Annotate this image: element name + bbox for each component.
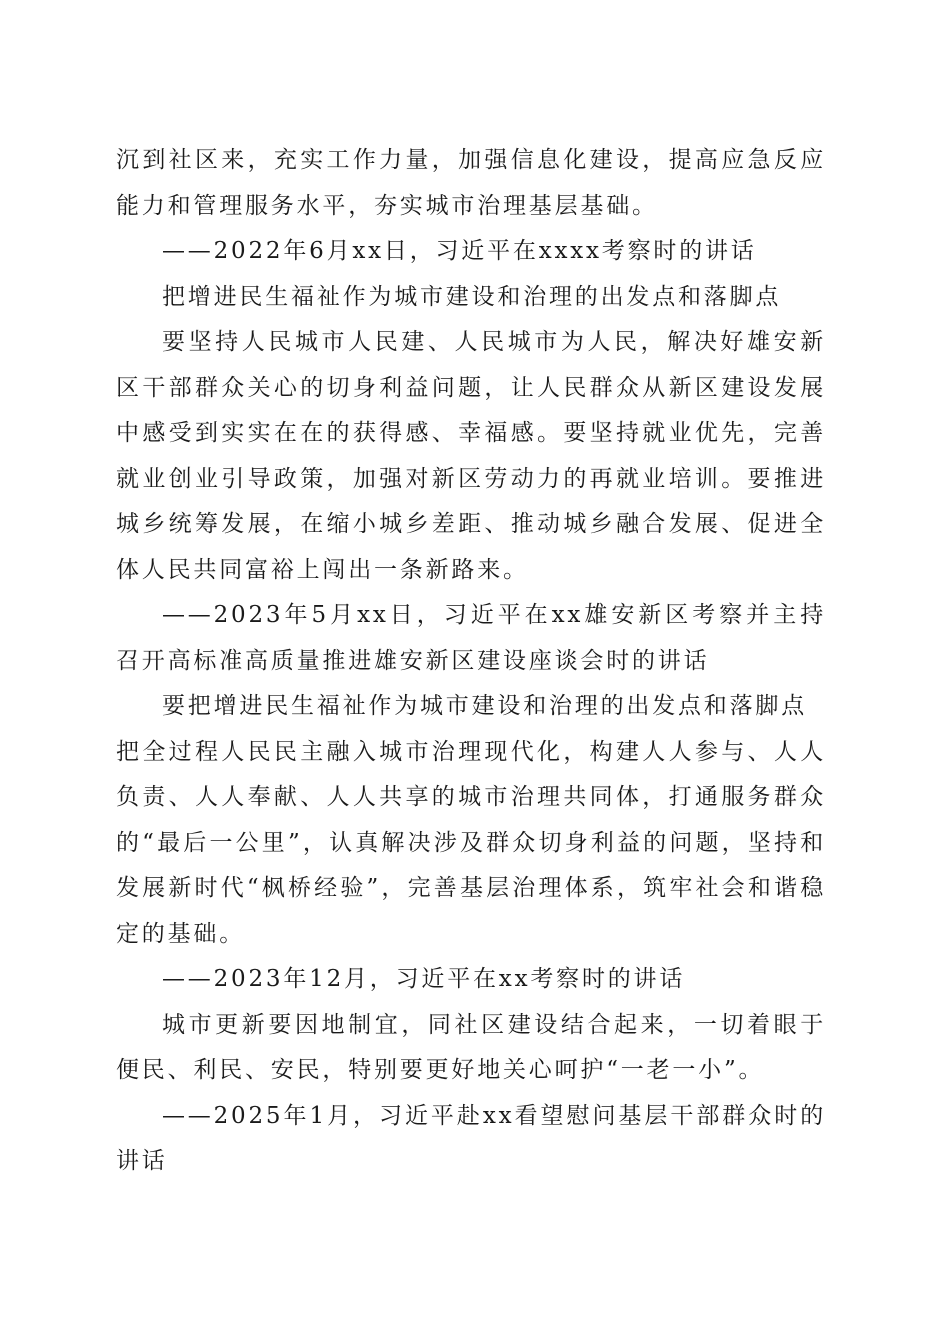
section-heading: 把增进民生福祉作为城市建设和治理的出发点和落脚点	[162, 283, 782, 310]
quote-source: ——2025年1月，习近平赴xx看望慰问基层干部群众时的讲话	[116, 1102, 826, 1174]
quote-source: ——2022年6月xx日，习近平在xxxx考察时的讲话	[162, 238, 757, 264]
paragraph: 城市更新要因地制宜，同社区建设结合起来，一切着眼于便民、利民、安民，特别要更好地关心呵护“一老一小”。	[116, 1011, 826, 1083]
paragraph-continuation: 沉到社区来，充实工作力量，加强信息化建设，提高应急反应能力和管理服务水平，夯实城市治理基层基础。	[116, 147, 826, 219]
paragraph: 要坚持人民城市人民建、人民城市为人民，解决好雄安新区干部群众关心的切身利益问题，让人民群众从新区建设发展中感受到实实在在的获得感、幸福感。要坚持就业优先，完善就业创业引导政策，加强对新区劳动力的再就业培训。要推进城乡统筹发展，在缩小城乡差距、推动城乡融合发展、促进全体人民共同富裕上闯出一条新路来。	[116, 329, 826, 583]
section-heading: 要把增进民生福祉作为城市建设和治理的出发点和落脚点	[162, 693, 807, 719]
quote-source: ——2023年12月，习近平在xx考察时的讲话	[162, 966, 686, 992]
document-body	[116, 138, 826, 1185]
quote-source: ——2023年5月xx日，习近平在xx雄安新区考察并主持召开高标准高质量推进雄安新区建设座谈会时的讲话	[116, 602, 826, 674]
paragraph: 把全过程人民民主融入城市治理现代化，构建人人参与、人人负责、人人奉献、人人共享的城市治理共同体，打通服务群众的“最后一公里”，认真解决涉及群众切身利益的问题，坚持和发展新时代“枫桥经验”，完善基层治理体系，筑牢社会和谐稳定的基础。	[116, 738, 826, 947]
